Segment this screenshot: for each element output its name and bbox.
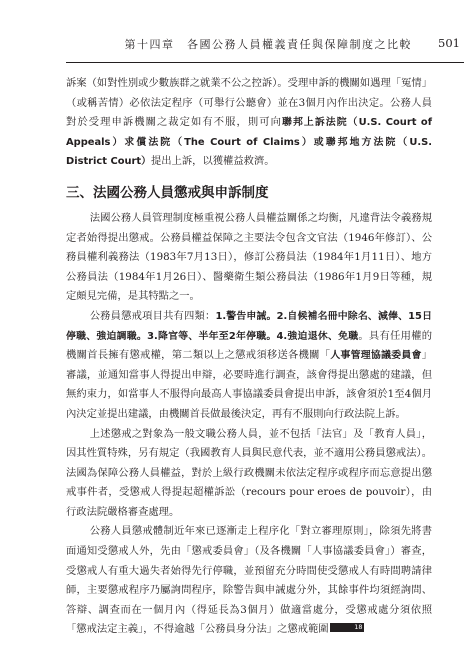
chapter-title: 第十四章 各國公務人員權義責任與保障制度之比較 [124, 38, 412, 51]
paragraph-4: 上述懲戒之對象為一般文職公務人員，並不包括「法官」及「教育人員」，因其性質特殊，另有規定（我國教育人員與民意代表，並不適用公務員懲戒法）。法國為保障公務人員權益，對於上級行政機關未依法定程序或程序而忘意提出懲戒事件者，受懲戒人得提起超權訴訟（recours pour eroes de pouvoir），由行政法院嚴格審查處理。 [66, 427, 432, 518]
footnote-marker: 18 [330, 623, 364, 632]
paragraph-3: 公務員懲戒項目共有四類：1.警告申誡。2.自候補名冊中除名、減俸、15日停職、強迫調職。3.降官等、半年至2年停職。4.強迫退休、免職。具有任用權的機關首長擁有懲戒權，第二類以上之懲戒須移送各機關「人事管理協議委員會」審議，並通知當事人得提出申辯，必要時進行調查，該會得提出懲處的建議，但無約束力，如當事人不服得向最高人事協議委員會提出申訴，該會須於1至4個月內決定並提出建議，由機關首長做最後決定，再有不服則向行政法院上訴。 [66, 309, 433, 420]
section-heading: 三、法國公務人員懲戒與申訴制度 [66, 184, 269, 201]
header-rule [66, 62, 464, 63]
paragraph-2: 法國公務人員管理制度極重視公務人員權益關係之均衡，凡違背法令義務規定者始得提出懲戒。公務員權益保障之主要法令包含文官法（1946年修訂）、公務員權利義務法（1983年7月13日），修訂公務員法（1984年1月11日）、地方公務員法（1984年1月26日）、醫藥衛生類公務員法（1986年1月9日等種，規定頗見完備，是其特點之一。 [66, 211, 432, 303]
running-header [0, 36, 474, 54]
paragraph-1: 訴案（如對性別或少數族群之就業不公之控訴）。受理申訴的機關如遇理「冤情」（或稱苦情）必依法定程序（可舉行公聽會）並在3個月內作出決定。公務人員對於受理申訴機關之裁定如有不服，則可向聯邦上訴法院（U.S. Court of Appeals）求償法院（The Court of Claims）或聯邦地方法院（U.S. District Court）提出上訴，以獲權益救濟。 [66, 77, 433, 168]
page-number: 501 [438, 36, 460, 50]
body-text [66, 74, 432, 640]
paragraph-5: 公務人員懲戒體制近年來已逐漸走上程序化「對立審理原則」，除須先將書面通知受懲戒人外，先由「懲戒委員會」（及各機關「人事協議委員會」）審查，受懲戒人有重大過失者始得先行停職，並預留充分時間使受懲戒人有時間聘請律師，主要懲戒程序乃屬詢問程序，除警告與申誡處分外，其餘事件均須經詢問、答辯、調查而在一個月內（得延長為3個月）做適當處分，受懲戒處分須依照「懲戒法定主義」，不得逾越「公務員身分法」之懲戒範圍 18 [66, 525, 432, 636]
penalty-categories: 1.警告申誡。2.自候補名冊中除名、減俸、15日停職、強迫調職。3.降官等、半年至2年停職。4.強迫退休、免職 [66, 310, 432, 342]
committee-name: 人事管理協議委員會 [330, 350, 422, 362]
court-names: 聯邦上訴法院（U.S. Court of Appeals）求償法院（The Court of Claims）或聯邦地方法院（U.S. District Court） [66, 117, 433, 168]
